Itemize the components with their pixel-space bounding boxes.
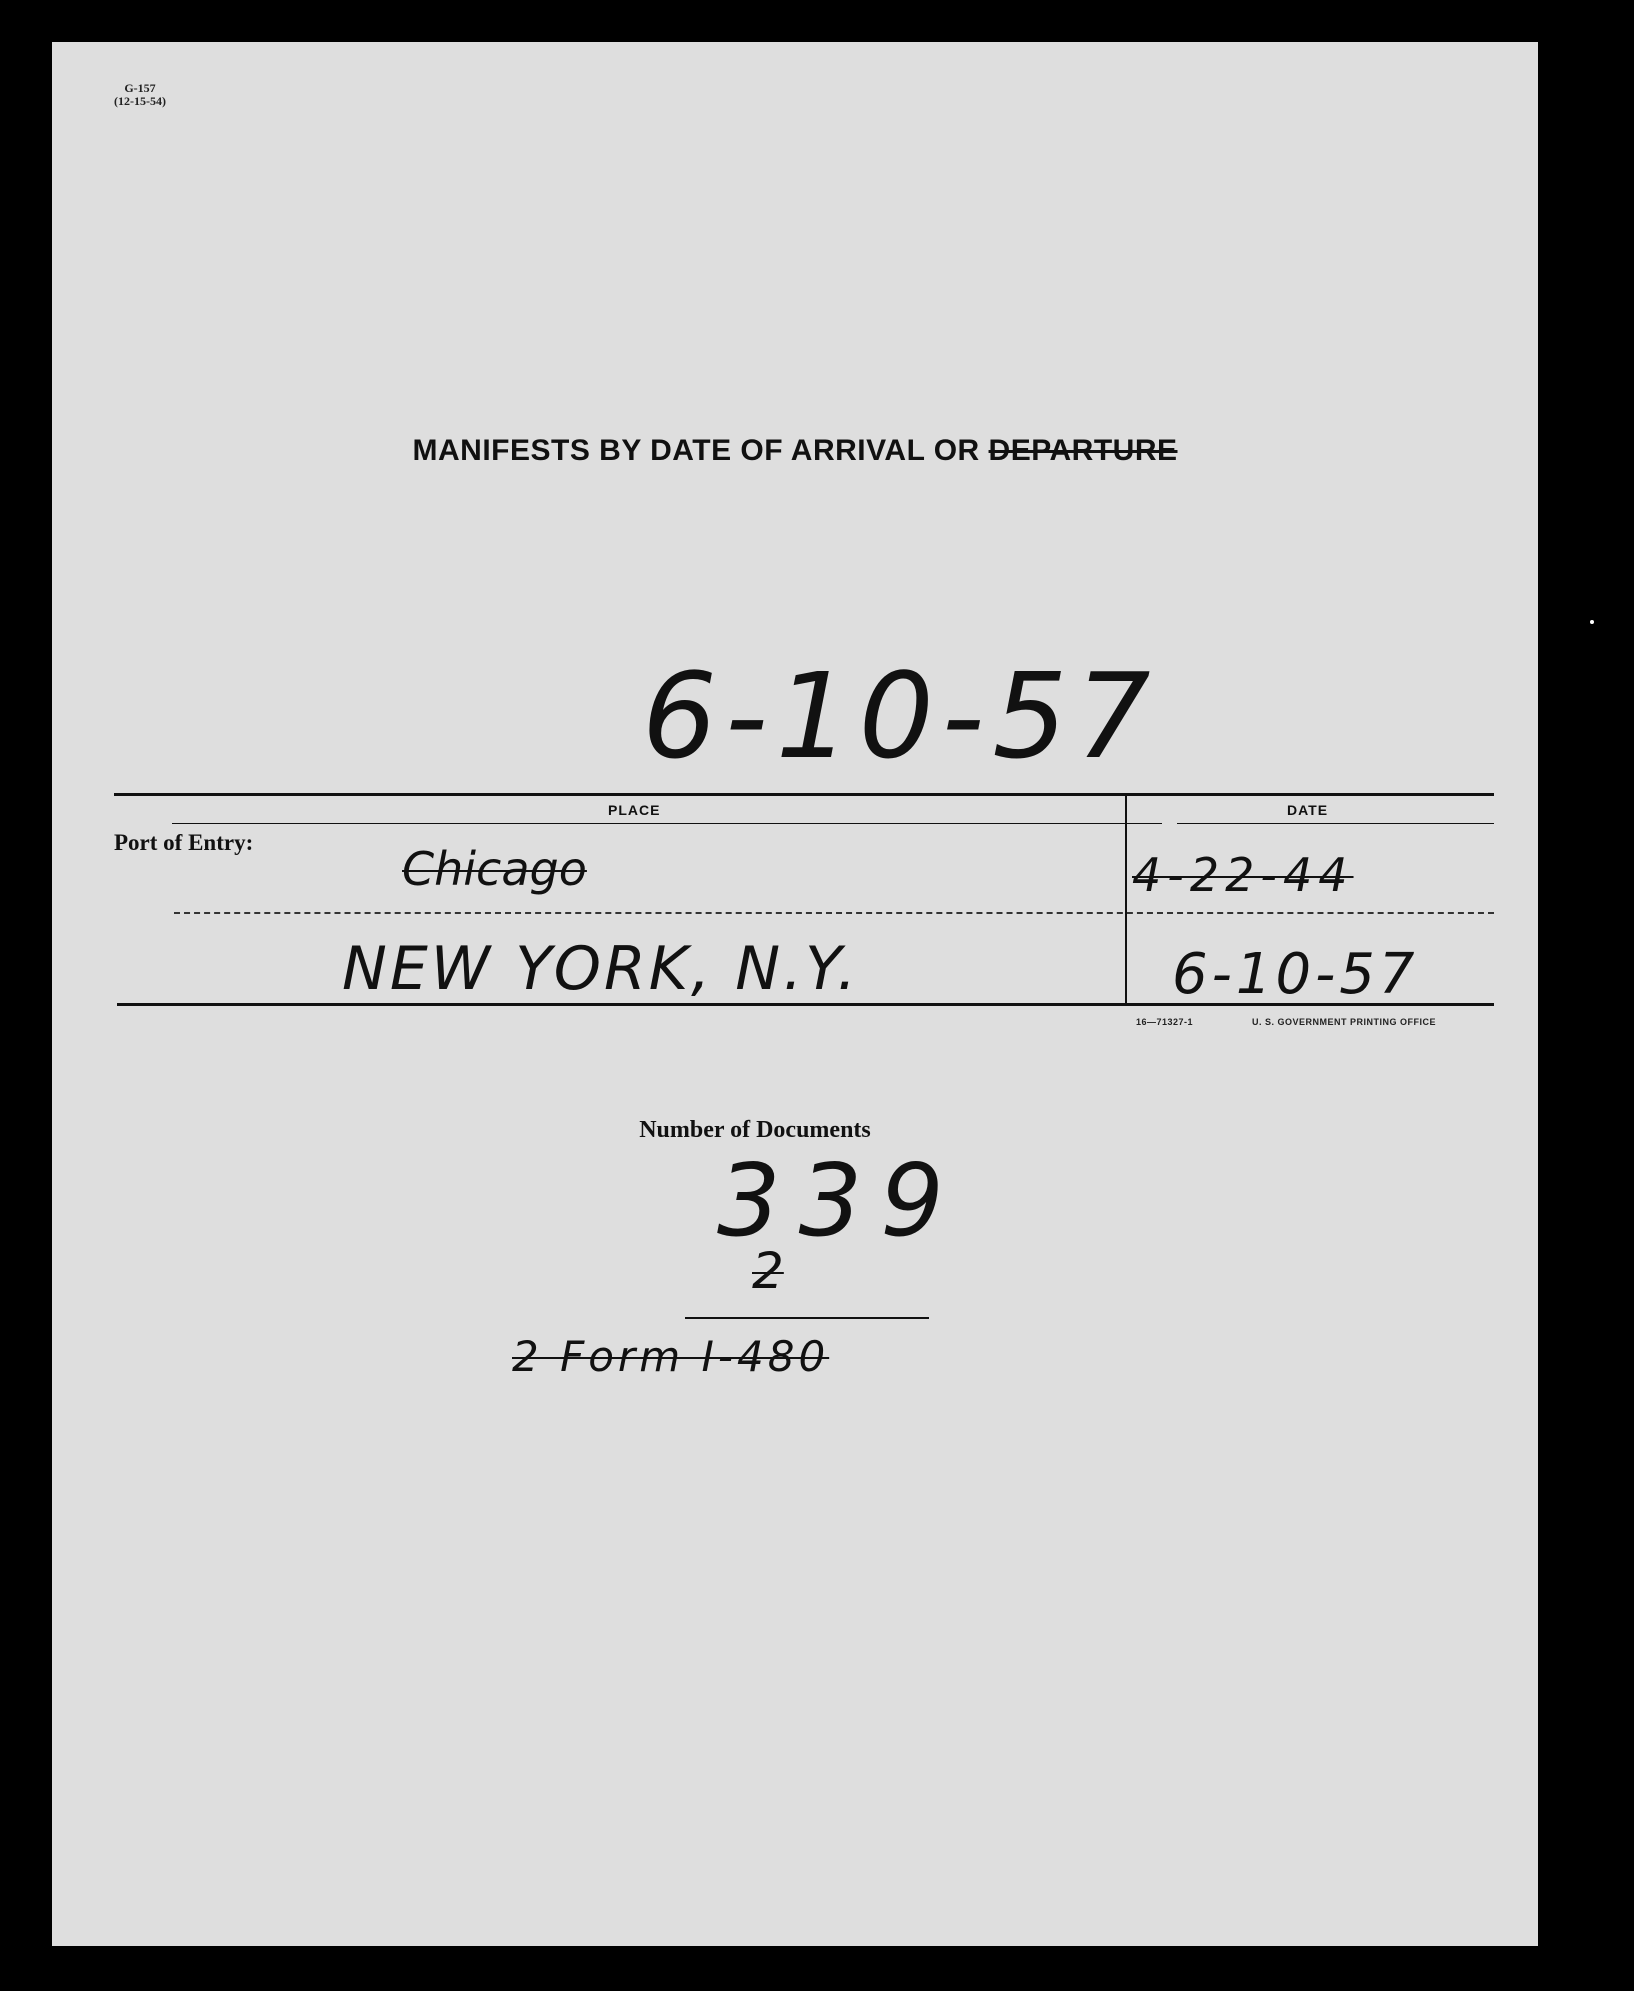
documents-underline (685, 1317, 929, 1319)
form-identifier (114, 82, 166, 108)
old-place-struck: Chicago (402, 842, 587, 896)
page-title (52, 434, 1538, 468)
documents-count-value: 339 (717, 1142, 962, 1259)
port-of-entry-label: Port of Entry: (114, 830, 254, 855)
title-struck-departure: DEPARTURE (988, 434, 1178, 467)
new-place-value: NEW YORK, N.Y. (342, 934, 860, 1004)
documents-struck-mark: 2 (752, 1242, 784, 1300)
new-date-value: 6-10-57 (1172, 942, 1419, 1007)
form-revision: (12-15-54) (114, 94, 166, 108)
table-column-divider (1125, 796, 1127, 1003)
table-header-rule-left (172, 823, 1162, 824)
table-header-rule-right (1177, 823, 1494, 824)
documents-struck-note: 2 Form I-480 (512, 1332, 830, 1381)
place-column-header: PLACE (608, 802, 661, 818)
table-top-rule (114, 793, 1494, 796)
documents-count-label: Number of Documents (639, 1117, 871, 1143)
handwritten-date: 6-10-57 (642, 647, 1159, 785)
table-mid-dashed-rule (174, 912, 1494, 914)
old-date-struck: 4-22-44 (1132, 848, 1354, 902)
printer-office: U. S. GOVERNMENT PRINTING OFFICE (1252, 1017, 1437, 1027)
form-number: G-157 (124, 81, 156, 95)
printer-code: 16—71327-1 (1136, 1017, 1194, 1027)
date-column-header: DATE (1287, 802, 1329, 818)
scan-speck (1590, 620, 1594, 624)
title-main: MANIFESTS BY DATE OF ARRIVAL OR (412, 434, 980, 467)
document-sheet (52, 42, 1538, 1946)
